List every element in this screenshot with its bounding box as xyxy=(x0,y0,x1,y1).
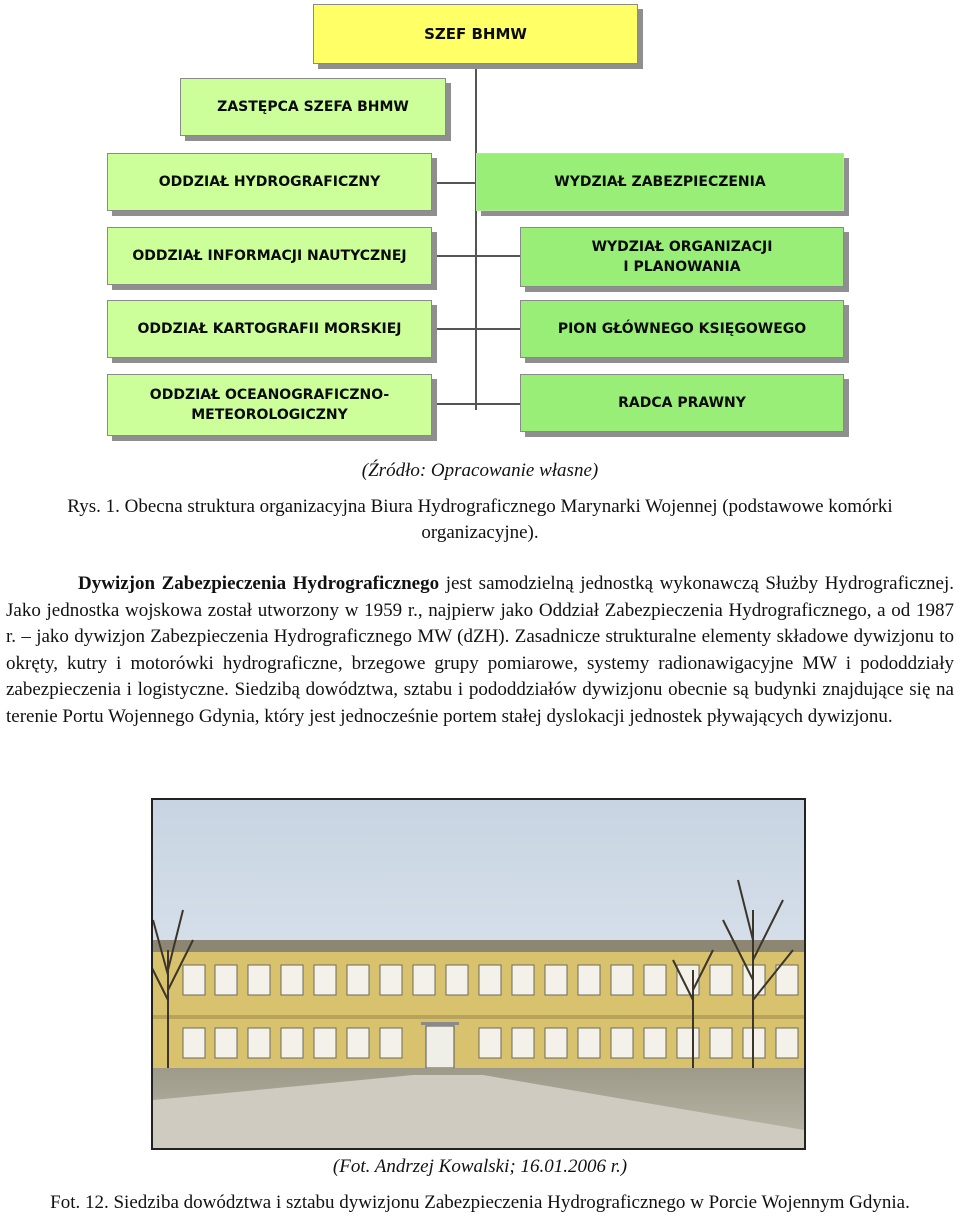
paragraph-text: jest samodzielną jednostką wykonawczą Służby Hydrograficznej. Jako jednostka wojskowa został utworzony w 1959 r., najpierw jako Oddział Zabezpieczenia Hydrograficznego, a od 1987 r. – jako dywizjon Zabezpieczenia Hydrograficznego MW (dZH). Zasadnicze strukturalne elementy składowe dywizjonu to okręty, kutry i motorówki hydrograficzne, brzegowe grupy pomiarowe, systemy radionawigacyjne MW i pododdziały zabezpieczenia i logistyczne. Siedzibą dowództwa, sztabu i pododdziałów dywizjonu obecnie są budynki znajdujące się na terenie Portu Wojennego Gdynia, który jest jednocześnie portem stałej dyslokacji jednostek pływających dywizjonu. xyxy=(6,573,954,727)
paragraph-lead: Dywizjon Zabezpieczenia Hydrograficznego xyxy=(78,573,440,594)
org-box-right-1: WYDZIAŁ ZABEZPIECZENIA xyxy=(476,153,844,211)
connector-trunk xyxy=(475,64,477,410)
connector-left-2 xyxy=(432,255,475,257)
photo-credit: (Fot. Andrzej Kowalski; 16.01.2006 r.) xyxy=(332,1156,628,1177)
source-note: (Źródło: Opracowanie własne) xyxy=(361,460,599,481)
org-box-left-2: ODDZIAŁ INFORMACJI NAUTYCZNEJ xyxy=(107,227,432,285)
connector-right-2 xyxy=(475,255,520,257)
org-box-right-2: WYDZIAŁ ORGANIZACJI I PLANOWANIA xyxy=(520,227,844,287)
photo-caption: Fot. 12. Siedziba dowództwa i sztabu dywizjonu Zabezpieczenia Hydrograficznego w Porcie Wojennym Gdynia. xyxy=(50,1192,910,1213)
connector-right-3 xyxy=(475,328,520,330)
figure-caption-line1: Rys. 1. Obecna struktura organizacyjna Biura Hydrograficznego Marynarki Wojennej (podstawowe komórki xyxy=(67,496,893,517)
building-photo xyxy=(151,798,806,1150)
org-box-deputy: ZASTĘPCA SZEFA BHMW xyxy=(180,78,446,136)
org-box-head: SZEF BHMW xyxy=(313,4,638,64)
org-box-left-3: ODDZIAŁ KARTOGRAFII MORSKIEJ xyxy=(107,300,432,358)
figure-caption-line2: organizacyjne). xyxy=(421,522,539,543)
building-photo-image xyxy=(153,800,804,1148)
connector-right-4 xyxy=(475,403,520,405)
body-paragraph xyxy=(6,571,954,731)
connector-left-4 xyxy=(432,403,475,405)
org-box-left-4: ODDZIAŁ OCEANOGRAFICZNO- METEOROLOGICZNY xyxy=(107,374,432,436)
org-box-right-4: RADCA PRAWNY xyxy=(520,374,844,432)
org-box-left-1: ODDZIAŁ HYDROGRAFICZNY xyxy=(107,153,432,211)
org-box-right-3: PION GŁÓWNEGO KSIĘGOWEGO xyxy=(520,300,844,358)
connector-left-3 xyxy=(432,328,475,330)
connector-left-top xyxy=(432,182,475,184)
